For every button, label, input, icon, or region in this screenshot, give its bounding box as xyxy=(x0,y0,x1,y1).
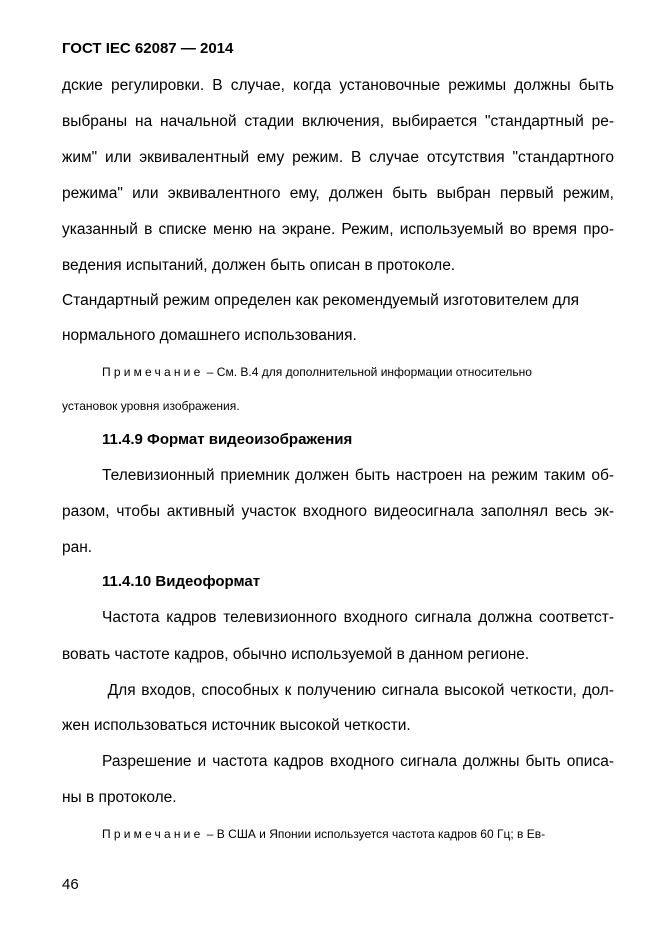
body-line: указанный в списке меню на экране. Режим, используемый во время про- xyxy=(62,221,614,238)
note-label: Примечание xyxy=(102,365,204,379)
body-line: ран. xyxy=(62,539,93,556)
body-line: ведения испытаний, должен быть описан в протоколе. xyxy=(62,257,456,274)
body-line: Для входов, способных к получению сигнала высокой четкости, дол- xyxy=(102,682,614,699)
body-line: Частота кадров телевизионного входного сигнала должна соответст- xyxy=(102,609,614,626)
body-line: жим" или эквивалентный ему режим. В случае отсутствия "стандартного xyxy=(62,149,614,166)
body-line: выбраны на начальной стадии включения, выбирается "стандартный ре- xyxy=(62,113,614,130)
document-header: ГОСТ IEC 62087 — 2014 xyxy=(62,40,234,57)
note-text: – См. В.4 для дополнительной информации относительно xyxy=(203,365,532,379)
note-text: установок уровня изображения. xyxy=(62,399,240,413)
note-1 xyxy=(102,365,532,379)
body-line: Телевизионный приемник должен быть настроен на режим таким об- xyxy=(102,467,614,484)
note-label: Примечание xyxy=(102,827,204,841)
section-heading: 11.4.10 Видеоформат xyxy=(102,573,261,590)
section-heading: 11.4.9 Формат видеоизображения xyxy=(102,431,353,448)
body-line: вовать частоте кадров, обычно используемой в данном регионе. xyxy=(62,646,530,663)
body-line: Разрешение и частота кадров входного сигнала должны быть описа- xyxy=(102,753,614,770)
body-line: дские регулировки. В случае, когда установочные режимы должны быть xyxy=(62,77,614,94)
body-line: ны в протоколе. xyxy=(62,789,177,806)
page-number: 46 xyxy=(62,876,79,893)
note-text: – В США и Японии используется частота кадров 60 Гц; в Ев- xyxy=(203,827,546,841)
body-line: разом, чтобы активный участок входного видеосигнала заполнял весь эк- xyxy=(62,503,614,520)
body-line: режима" или эквивалентного ему, должен быть выбран первый режим, xyxy=(62,185,614,202)
body-line: жен использоваться источник высокой четкости. xyxy=(62,717,411,734)
body-line: нормального домашнего использования. xyxy=(62,327,357,344)
body-line: Стандартный режим определен как рекомендуемый изготовителем для xyxy=(62,292,580,309)
note-2 xyxy=(102,827,545,841)
